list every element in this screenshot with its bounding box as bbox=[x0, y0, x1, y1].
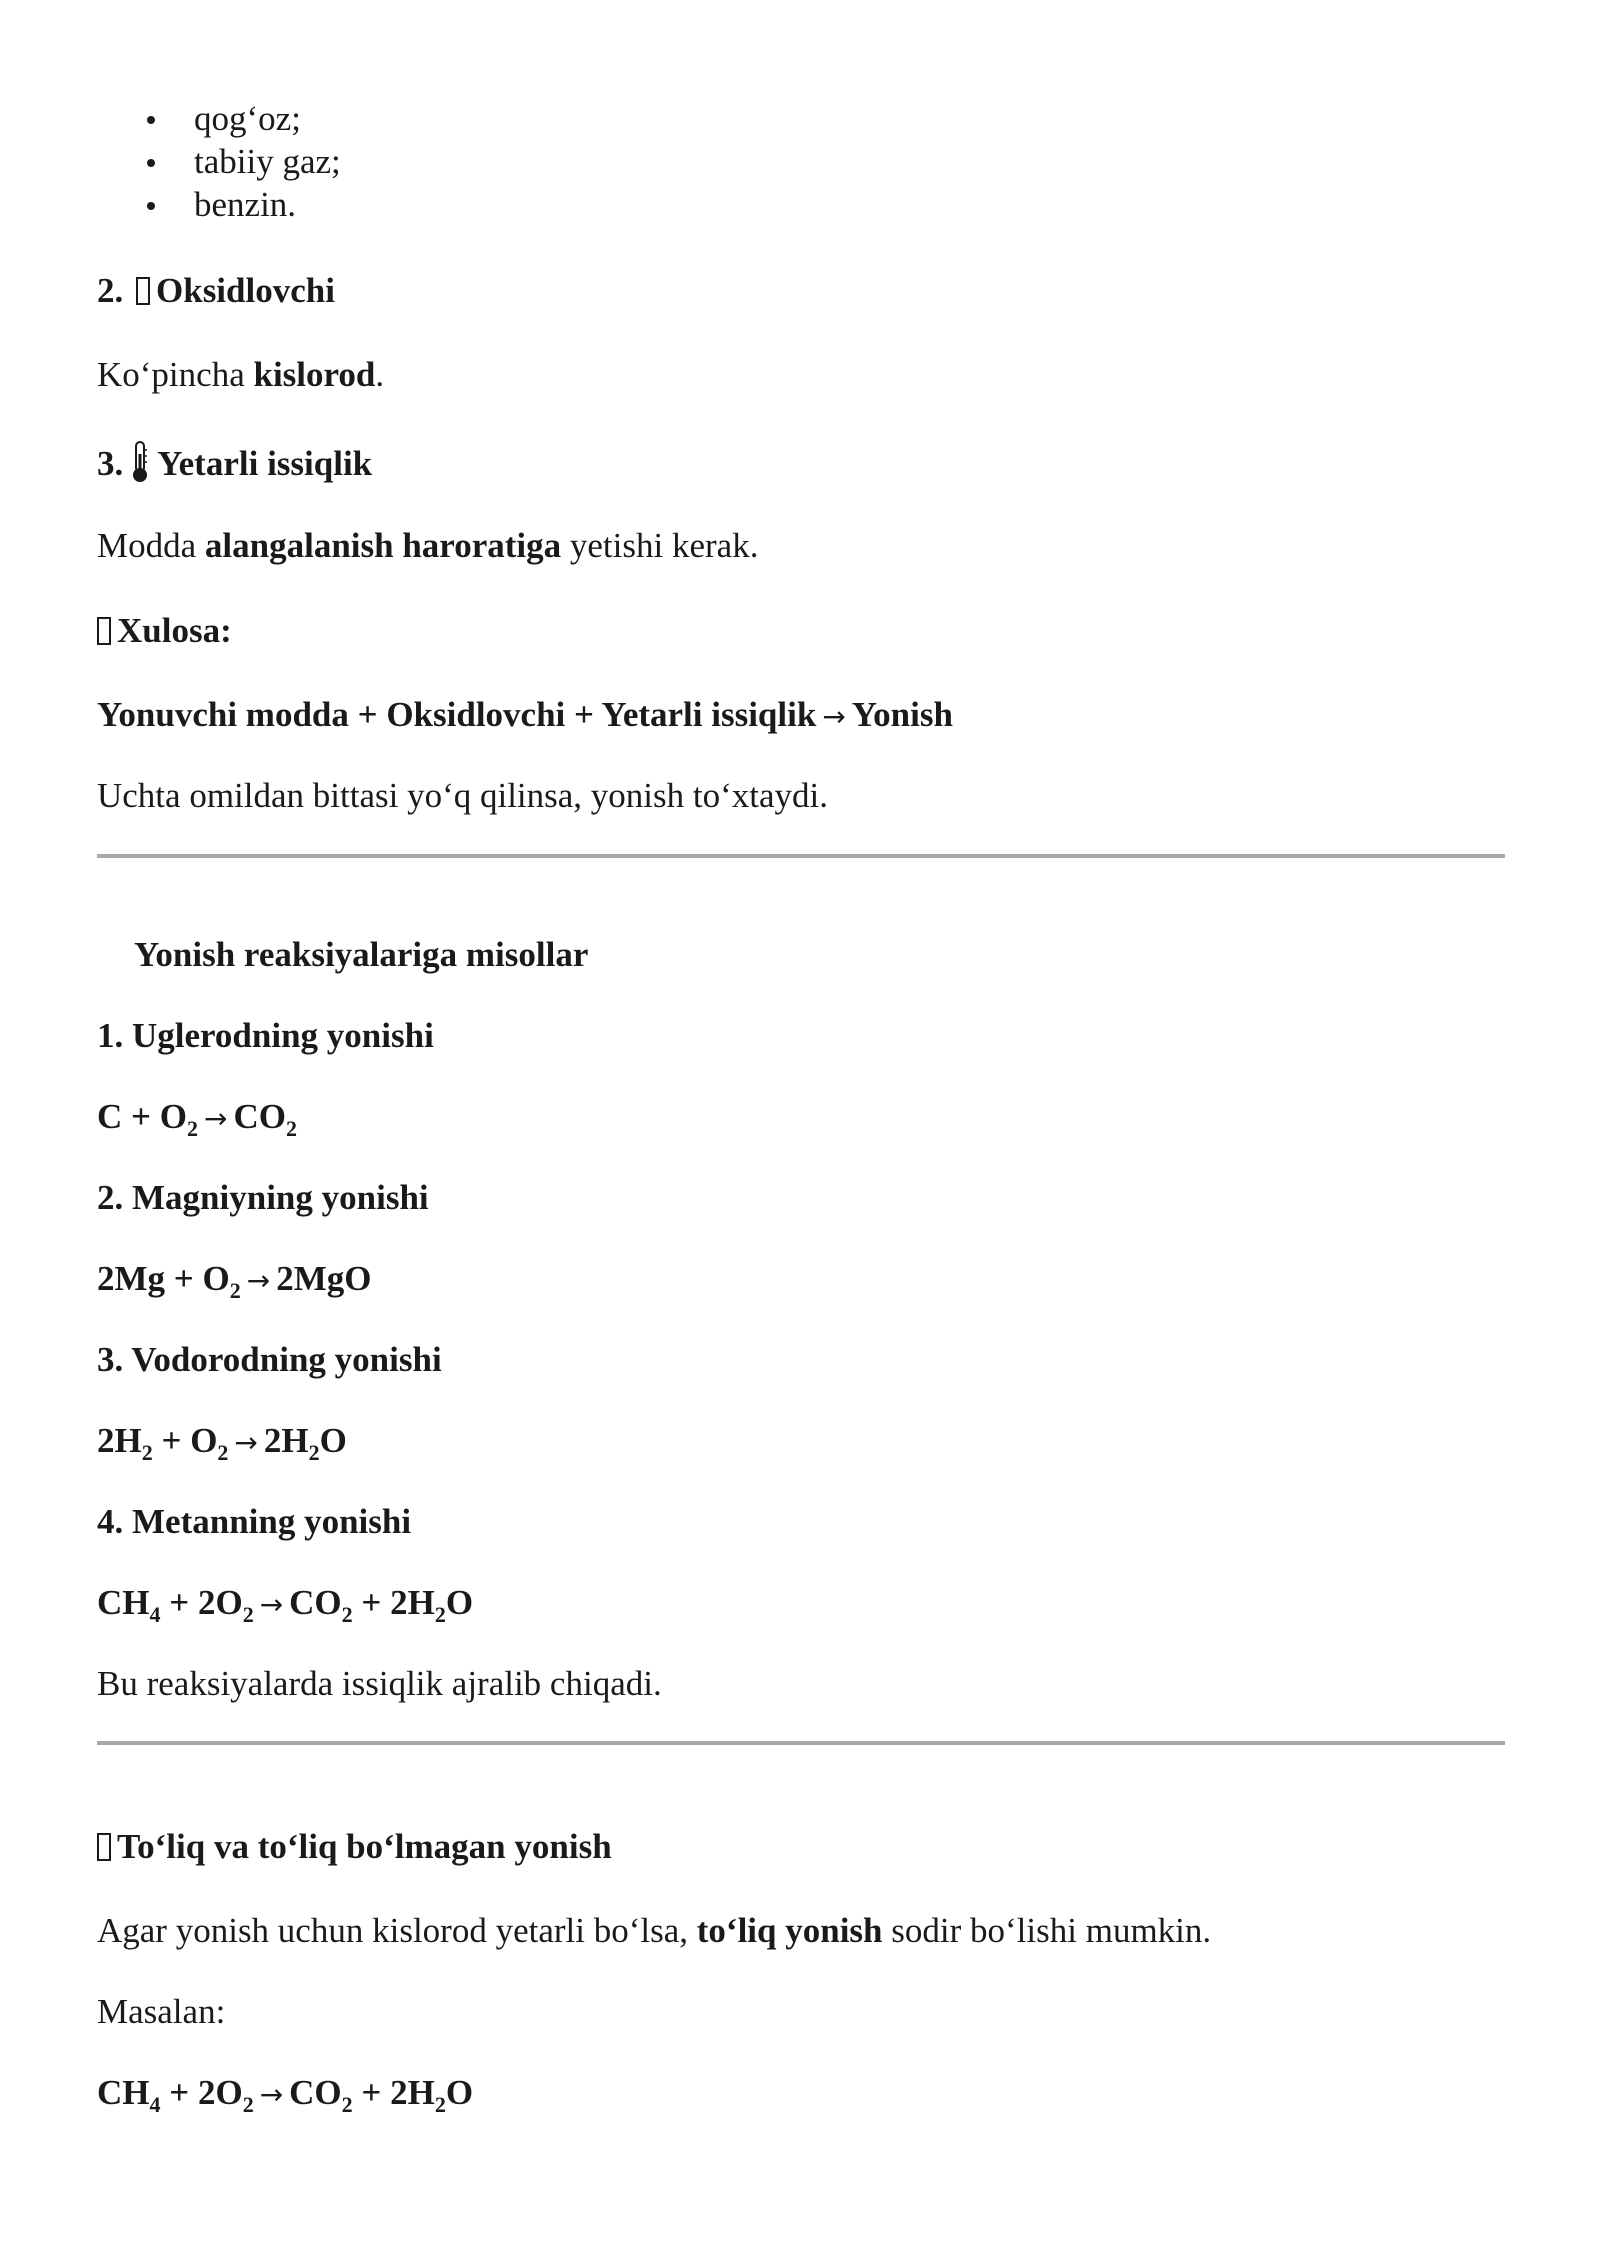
fire-triangle-formula: Yonuvchi modda + Oksidlovchi + Yetarli issiqlik → Yonish bbox=[97, 695, 953, 734]
equation-methane-example: $CH_4 + 2O_2 \to CO_2 + 2H_2O$ bbox=[97, 2073, 474, 2117]
paragraph-masalan: Masalan: bbox=[97, 1992, 226, 2031]
bullet-icon bbox=[147, 116, 155, 124]
section-title-examples: Yonish reaksiyalariga misollar bbox=[134, 935, 589, 974]
bullet-icon bbox=[147, 159, 155, 167]
paragraph-complete-combustion: Agar yonish uchun kislorod yetarli bo‘lsa, to‘liq yonish sodir bo‘lishi mumkin. bbox=[97, 1911, 1212, 1950]
equation-methane: $CH_4 + 2O_2 \to CO_2 + 2H_2O$ bbox=[97, 1583, 474, 1627]
heading-complete-combustion: To‘liq va to‘liq bo‘lmagan yonish bbox=[97, 1826, 612, 1868]
equation-carbon: $C + O_2 \to CO_2$ bbox=[97, 1097, 297, 1141]
equation-magnesium: $2Mg + O_2 \to 2MgO$ bbox=[97, 1259, 372, 1303]
heading-xulosa: Xulosa: bbox=[97, 610, 232, 652]
example-title: 3. Vodorodning yonishi bbox=[97, 1340, 442, 1379]
heading-oksidlovchi: 2. Oksidlovchi bbox=[97, 271, 335, 310]
missing-glyph-icon bbox=[136, 277, 150, 305]
missing-glyph-icon bbox=[97, 1833, 111, 1861]
heading-issiqlik: 3. Yetarli issiqlik bbox=[97, 440, 372, 485]
divider bbox=[97, 1741, 1505, 1745]
example-title: 2. Magniyning yonishi bbox=[97, 1178, 429, 1217]
fuel-list bbox=[97, 97, 341, 226]
equation-hydrogen: $2H_2 + O_2 \to 2H_2O$ bbox=[97, 1421, 347, 1465]
paragraph-issiqlik: Modda alangalanish haroratiga yetishi kerak. bbox=[97, 526, 759, 565]
list-item: benzin. bbox=[97, 183, 341, 226]
list-item: qog‘oz; bbox=[97, 97, 341, 140]
paragraph-examples-note: Bu reaksiyalarda issiqlik ajralib chiqadi. bbox=[97, 1664, 662, 1703]
example-title: 4. Metanning yonishi bbox=[97, 1502, 412, 1541]
list-item: tabiiy gaz; bbox=[97, 140, 341, 183]
bullet-icon bbox=[147, 202, 155, 210]
divider bbox=[97, 854, 1505, 858]
thermometer-icon bbox=[129, 440, 151, 484]
example-title: 1. Uglerodning yonishi bbox=[97, 1016, 434, 1055]
paragraph-oksidlovchi: Ko‘pincha kislorod. bbox=[97, 355, 385, 394]
missing-glyph-icon bbox=[97, 617, 111, 645]
paragraph-xulosa: Uchta omildan bittasi yo‘q qilinsa, yonish to‘xtaydi. bbox=[97, 776, 829, 815]
